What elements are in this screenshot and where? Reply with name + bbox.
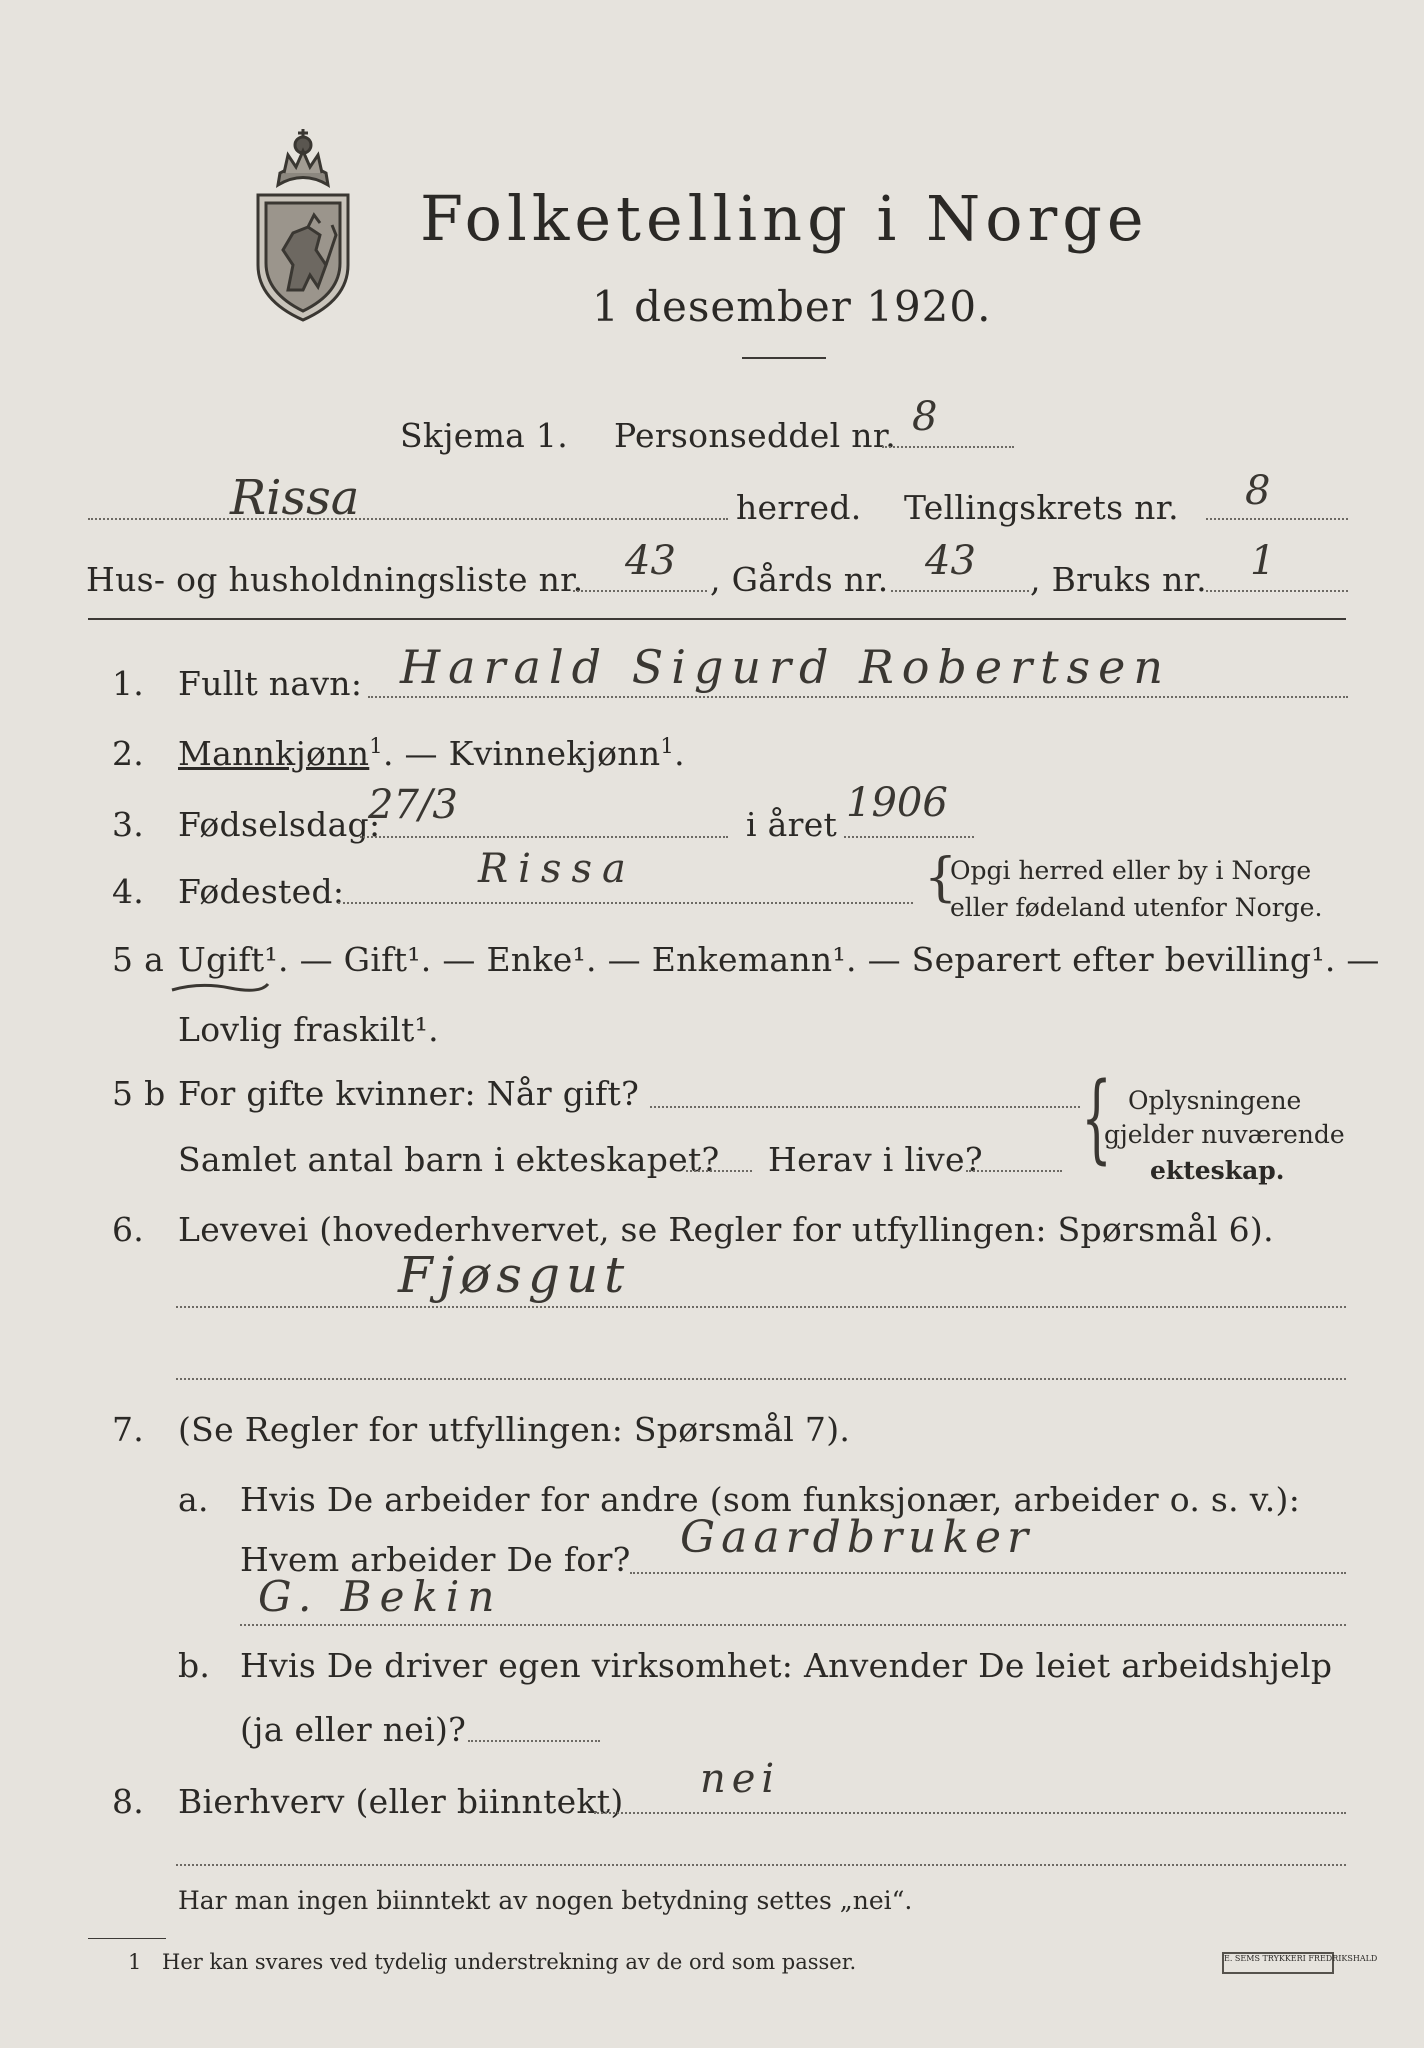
q7-number: 7. [112, 1410, 145, 1449]
q3-number: 3. [112, 805, 145, 844]
q5b-alive-field-line [966, 1170, 1062, 1172]
q6-field-line-1 [176, 1306, 1346, 1308]
q4-number: 4. [112, 872, 145, 911]
q2-period: . [674, 734, 685, 773]
ugift-underline-mark [170, 978, 270, 1000]
personseddel-label: Personseddel nr. [614, 416, 897, 455]
q8-field-line-1 [594, 1812, 1346, 1814]
q3-year-field-line [844, 836, 974, 838]
herred-label: herred. [736, 488, 862, 527]
q1-label: Fullt navn: [178, 664, 363, 703]
q5b-married-field-line [650, 1106, 1080, 1108]
footnote-rule [88, 1938, 166, 1939]
tellingskrets-field-line [1206, 518, 1348, 520]
q5b-brace: { [1081, 1062, 1112, 1174]
q5b-label-married: For gifte kvinner: Når gift? [178, 1074, 640, 1113]
q4-field-line [338, 902, 913, 904]
q7a-label: Hvis De arbeider for andre (som funksjonær, arbeider o. s. v.): [240, 1480, 1301, 1519]
q8-number: 8. [112, 1782, 145, 1821]
gards-field-line [891, 590, 1029, 592]
q1-field-line [368, 696, 1348, 698]
q2-number: 2. [112, 734, 145, 773]
q7a-letter: a. [178, 1480, 209, 1519]
q6-occupation-value[interactable]: Fjøsgut [398, 1246, 631, 1304]
header-separator [88, 618, 1346, 620]
footnote-number: 1 [128, 1950, 142, 1974]
q1-number: 1. [112, 664, 145, 703]
q1-full-name-value[interactable]: Harald Sigurd Robertsen [400, 640, 1172, 694]
gards-label: , Gårds nr. [710, 560, 889, 599]
q4-note-line2: eller fødeland utenfor Norge. [950, 893, 1323, 922]
q7a-field-line-1 [630, 1572, 1346, 1574]
herred-field-line [88, 518, 728, 520]
q2-footnote-mark: 1 [369, 734, 383, 758]
q4-label: Fødested: [178, 872, 345, 911]
footnote-text: Her kan svares ved tydelig understrekning av de ord som passer. [162, 1950, 857, 1974]
q6-field-line-2 [176, 1378, 1346, 1380]
q7b-field-line [468, 1740, 600, 1742]
q5a-lovlig-fraskilt[interactable]: Lovlig fraskilt¹. [178, 1010, 439, 1049]
q5a-other-options[interactable]: ¹. — Gift¹. — Enke¹. — Enkemann¹. — Separert efter bevilling¹. — [264, 940, 1380, 979]
q7a-field-line-2 [240, 1624, 1346, 1626]
bruks-label: , Bruks nr. [1030, 560, 1207, 599]
q5b-label-alive: Herav i live? [768, 1140, 983, 1179]
q7b-letter: b. [178, 1646, 211, 1685]
bruks-field-line [1206, 590, 1348, 592]
form-date: 1 desember 1920. [592, 282, 992, 331]
q5b-children-field-line [686, 1170, 752, 1172]
q5b-number: 5 b [112, 1074, 166, 1113]
personseddel-field-line [882, 446, 1014, 448]
skjema-label: Skjema 1. [400, 416, 569, 455]
q4-birthplace-value[interactable]: Rissa [478, 846, 636, 892]
q5b-note-line2: gjelder nuværende [1104, 1120, 1345, 1149]
tellingskrets-label: Tellingskrets nr. [904, 488, 1179, 527]
q7a-label-employer: Hvem arbeider De for? [240, 1540, 631, 1579]
q5a-options [178, 940, 1380, 979]
husliste-value[interactable]: 43 [625, 538, 676, 584]
q4-brace: { [924, 848, 958, 908]
q3-label: Fødselsdag: [178, 805, 381, 844]
q8-side-income-value[interactable]: nei [700, 1756, 781, 1802]
personseddel-value[interactable]: 8 [912, 394, 938, 440]
q7-label: (Se Regler for utfyllingen: Spørsmål 7). [178, 1410, 851, 1449]
coat-of-arms-icon [248, 115, 358, 325]
q5a-ugift-option[interactable]: Ugift [178, 940, 265, 979]
q8-field-line-2 [176, 1864, 1346, 1866]
title-divider [742, 357, 826, 359]
tellingskrets-value[interactable]: 8 [1245, 468, 1271, 514]
q5b-note-line3: ekteskap. [1150, 1156, 1285, 1185]
husliste-label: Hus- og husholdningsliste nr. [86, 560, 584, 599]
herred-value[interactable]: Rissa [230, 470, 360, 526]
q7a-employer-value[interactable]: Gaardbruker [680, 1512, 1035, 1563]
printer-stamp: E. SEMS TRYKKERI FREDRIKSHALD [1222, 1952, 1334, 1974]
q2-female-option[interactable]: . — Kvinnekjønn [382, 734, 661, 773]
q2-footnote-mark-2: 1 [660, 734, 675, 758]
husliste-field-line [573, 590, 707, 592]
q3-year-label: i året [746, 805, 838, 844]
q3-birthday-value[interactable]: 27/3 [368, 782, 458, 828]
q4-note-line1: Opgi herred eller by i Norge [950, 856, 1312, 885]
q3-year-value[interactable]: 1906 [846, 780, 948, 826]
q7b-label-yes-no: (ja eller nei)? [240, 1710, 467, 1749]
q6-label: Levevei (hovederhvervet, se Regler for utfyllingen: Spørsmål 6). [178, 1210, 1274, 1249]
bruks-value[interactable]: 1 [1250, 538, 1276, 584]
q5b-label-children: Samlet antal barn i ekteskapet? [178, 1140, 720, 1179]
q7a-employer-value-2[interactable]: G. Bekin [258, 1572, 503, 1621]
q5a-number: 5 a [112, 940, 165, 979]
q3-day-field-line [360, 836, 728, 838]
q7b-label: Hvis De driver egen virksomhet: Anvender De leiet arbeidshjelp [240, 1646, 1333, 1685]
q2-male-option[interactable]: Mannkjønn [178, 734, 370, 773]
form-title: Folketelling i Norge [420, 182, 1149, 255]
q8-label: Bierhverv (eller biinntekt) [178, 1782, 624, 1821]
gards-value[interactable]: 43 [925, 538, 976, 584]
footer-note: Har man ingen biinntekt av nogen betydning settes „nei“. [178, 1886, 913, 1915]
q6-number: 6. [112, 1210, 145, 1249]
q2-options [178, 734, 685, 773]
q5b-note-line1: Oplysningene [1128, 1086, 1302, 1115]
